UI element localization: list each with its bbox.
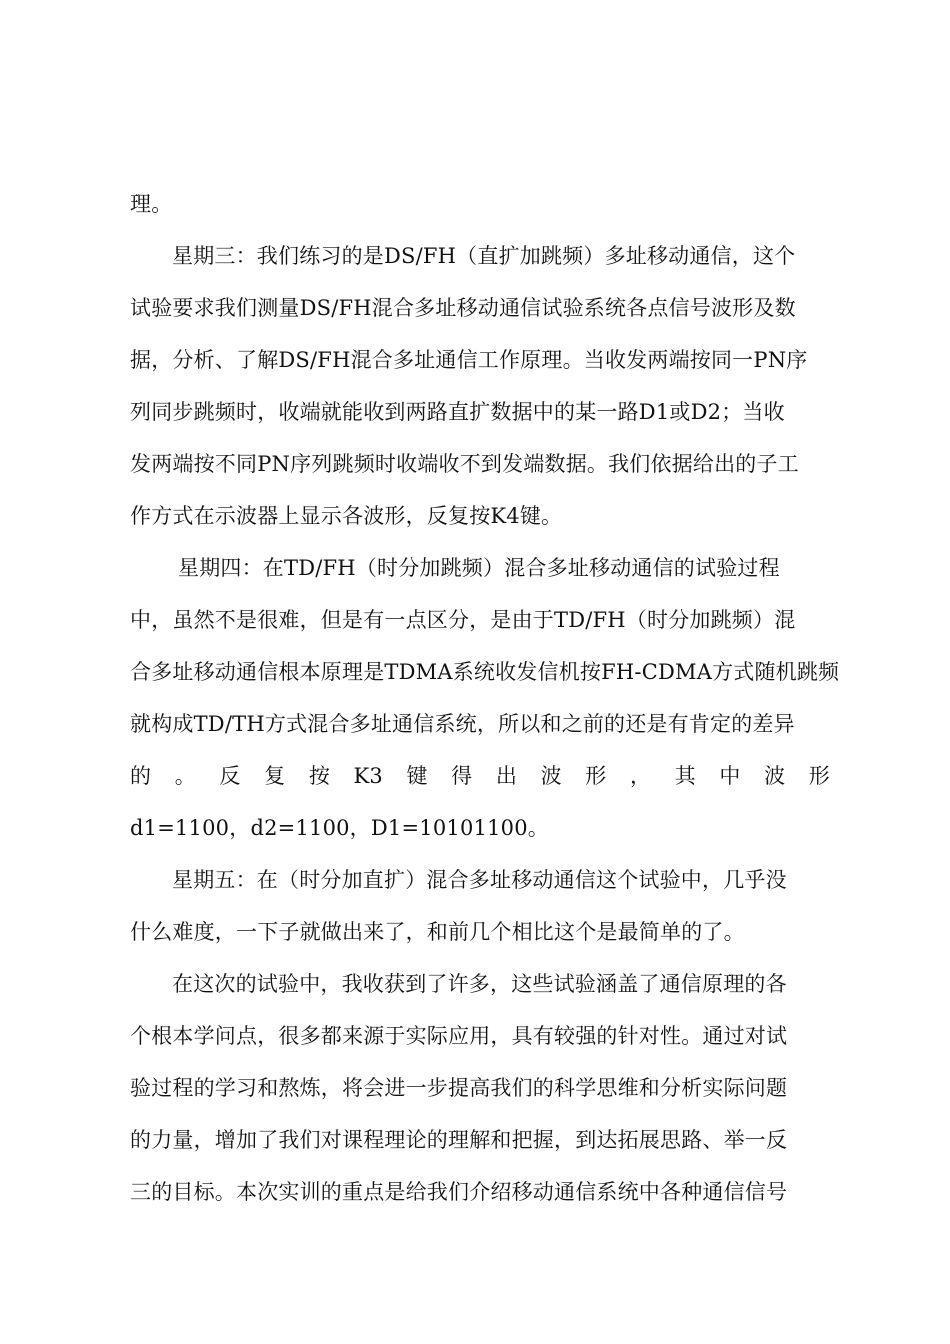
spread-char: 形 [585,764,607,788]
spread-char: 反 [219,764,241,788]
paragraph-summary-line-3: 验过程的学习和熬炼，将会进一步提高我们的科学思维和分析实际问题 [130,1076,788,1100]
spread-char: 得 [451,764,473,788]
spread-char: 。 [174,764,196,788]
paragraph-thursday-line-2: 中，虽然不是很难，但是有一点区分，是由于TD/FH（时分加跳频）混 [130,608,796,632]
paragraph-thursday-line-1: 星期四：在TD/FH（时分加跳频）混合多址移动通信的试验过程 [178,556,780,580]
paragraph-summary-line-5: 三的目标。本次实训的重点是给我们介绍移动通信系统中各种通信信号 [130,1180,788,1204]
paragraph-wednesday-line-6: 作方式在示波器上显示各波形，反复按K4键。 [130,504,563,528]
paragraph-friday-line-1: 星期五：在（时分加直扩）混合多址移动通信这个试验中，几乎没 [172,868,787,892]
spread-char: 键 [406,764,428,788]
paragraph-thursday-line-5 [130,762,830,790]
spread-char: 其 [674,764,696,788]
paragraph-summary-line-1: 在这次的试验中，我收获到了许多，这些试验涵盖了通信原理的各 [172,972,787,996]
spread-char: K3 [353,764,383,788]
text-line: 理。 [130,192,173,216]
paragraph-wednesday-line-4: 列同步跳频时，收端就能收到两路直扩数据中的某一路D1或D2；当收 [130,400,785,424]
spread-char: 波 [764,764,786,788]
paragraph-summary-line-2: 个根本学问点，很多都来源于实际应用，具有较强的针对性。通过对试 [130,1024,788,1048]
paragraph-thursday-line-4: 就构成TD/TH方式混合多址通信系统，所以和之前的还是有肯定的差异 [130,712,795,736]
paragraph-wednesday-line-3: 据，分析、了解DS/FH混合多址通信工作原理。当收发两端按同一PN序 [130,348,808,372]
spread-char: 波 [540,764,562,788]
paragraph-wednesday-line-2: 试验要求我们测量DS/FH混合多址移动通信试验系统各点信号波形及数 [130,296,796,320]
spread-char: 形 [808,764,830,788]
spread-char: 出 [495,764,518,788]
paragraph-wednesday-line-5: 发两端按不同PN序列跳频时收端收不到发端数据。我们依据给出的子工 [130,452,799,476]
paragraph-wednesday-line-1: 星期三：我们练习的是DS/FH（直扩加跳频）多址移动通信，这个 [172,244,796,268]
spread-char: 中 [719,764,741,788]
paragraph-summary-line-4: 的力量，增加了我们对课程理论的理解和把握，到达拓展思路、举一反 [130,1128,788,1152]
spread-char: 复 [264,764,286,788]
paragraph-thursday-line-3: 合多址移动通信根本原理是TDMA系统收发信机按FH-CDMA方式随机跳频 [130,660,840,684]
paragraph-friday-line-2: 什么难度，一下子就做出来了，和前几个相比这个是最简单的了。 [130,920,745,944]
paragraph-thursday-line-6: d1=1100，d2=1100，D1=10101100。 [130,816,549,840]
spread-char: 按 [308,764,331,788]
spread-char: 的 [130,764,152,788]
spread-char: ， [629,764,652,788]
